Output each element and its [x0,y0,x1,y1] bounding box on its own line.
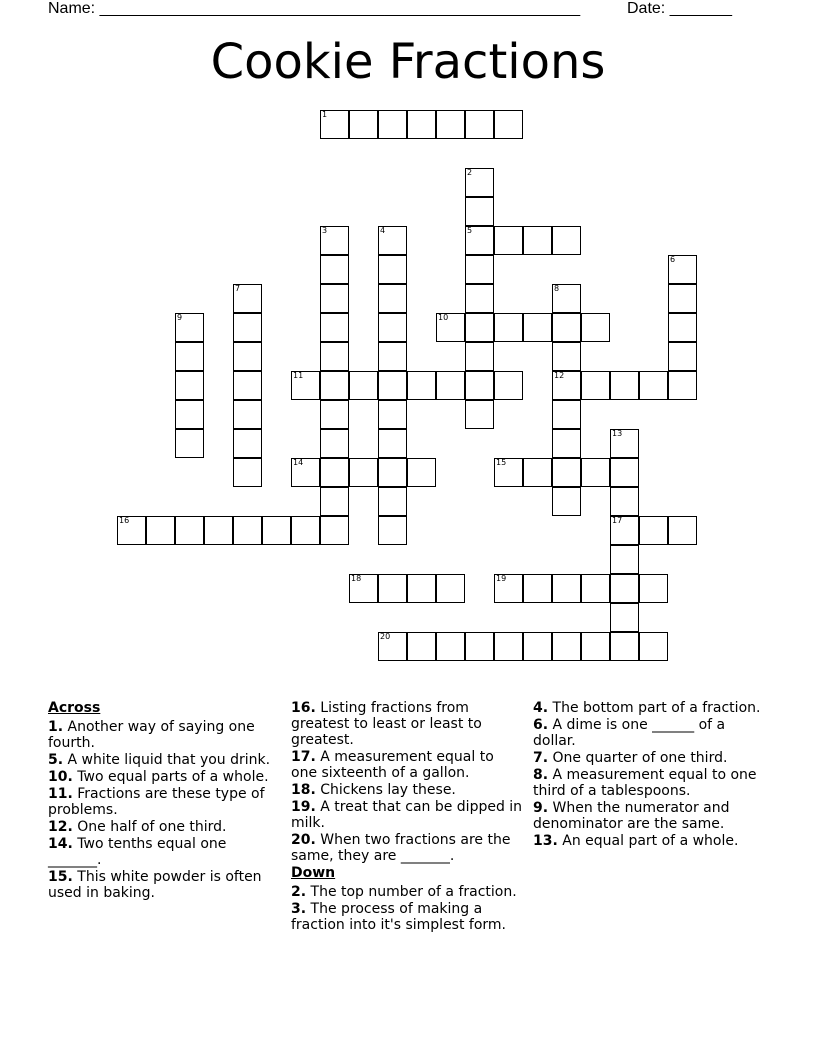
cell-number: 18 [351,574,362,583]
grid-cell[interactable] [407,574,436,603]
clue-down-7: 7. One quarter of one third. [533,750,728,766]
clue-down-3: 3. The process of making a fraction into it's simplest form. [291,901,507,933]
name-field[interactable]: Name: ______________________________________________________ [48,0,581,17]
grid-cell[interactable] [639,632,668,661]
grid-cell[interactable] [378,110,407,139]
grid-cell[interactable] [552,313,581,342]
grid-cell[interactable] [523,313,552,342]
grid-cell[interactable] [494,632,523,661]
clue-across-1: 1. Another way of saying one fourth. [48,719,255,751]
grid-cell[interactable] [233,284,262,313]
grid-cell[interactable] [320,487,349,516]
date-field[interactable]: Date: _______ [627,0,732,17]
grid-cell[interactable] [320,226,349,255]
grid-cell[interactable] [668,342,697,371]
grid-cell[interactable] [668,371,697,400]
cell-number: 6 [670,255,676,264]
grid-cell[interactable] [610,632,639,661]
grid-cell[interactable] [436,371,465,400]
grid-cell[interactable] [465,226,494,255]
grid-cell[interactable] [494,226,523,255]
grid-cell[interactable] [581,313,610,342]
grid-cell[interactable] [465,284,494,313]
grid-cell[interactable] [320,313,349,342]
grid-cell[interactable] [465,371,494,400]
clues-column-1 [48,700,278,902]
grid-cell[interactable] [378,371,407,400]
grid-cell[interactable] [494,371,523,400]
grid-cell[interactable] [320,516,349,545]
grid-cell[interactable] [552,371,581,400]
grid-cell[interactable] [581,632,610,661]
down-heading: Down [291,865,336,881]
clue-across-20: 20. When two fractions are the same, they are _______. [291,832,511,864]
grid-cell[interactable] [320,255,349,284]
grid-cell[interactable] [407,110,436,139]
grid-cell[interactable] [552,400,581,429]
grid-cell[interactable] [639,574,668,603]
grid-cell[interactable] [494,458,523,487]
grid-cell[interactable] [378,516,407,545]
grid-cell[interactable] [668,284,697,313]
grid-cell[interactable] [465,400,494,429]
grid-cell[interactable] [668,516,697,545]
cell-number: 12 [554,371,565,380]
grid-cell[interactable] [407,632,436,661]
grid-cell[interactable] [610,574,639,603]
cell-number: 14 [293,458,304,467]
grid-cell[interactable] [146,516,175,545]
grid-cell[interactable] [465,255,494,284]
grid-cell[interactable] [581,458,610,487]
grid-cell[interactable] [175,313,204,342]
grid-cell[interactable] [581,371,610,400]
grid-cell[interactable] [407,458,436,487]
grid-cell[interactable] [610,487,639,516]
cell-number: 16 [119,516,130,525]
grid-cell[interactable] [552,226,581,255]
cell-number: 10 [438,313,449,322]
grid-cell[interactable] [320,110,349,139]
grid-cell[interactable] [378,487,407,516]
clue-across-11: 11. Fractions are these type of problems. [48,786,265,818]
grid-cell[interactable] [523,226,552,255]
grid-cell[interactable] [204,516,233,545]
grid-cell[interactable] [610,516,639,545]
grid-cell[interactable] [610,603,639,632]
grid-cell[interactable] [465,632,494,661]
clue-across-5: 5. A white liquid that you drink. [48,752,271,768]
grid-cell[interactable] [465,197,494,226]
grid-cell[interactable] [175,429,204,458]
grid-cell[interactable] [436,574,465,603]
grid-cell[interactable] [349,458,378,487]
cell-number: 13 [612,429,623,438]
clue-across-19: 19. A treat that can be dipped in milk. [291,799,523,831]
clue-across-15: 15. This white powder is often used in baking. [48,869,262,901]
grid-cell[interactable] [175,371,204,400]
clue-down-9: 9. When the numerator and denominator are the same. [533,800,730,832]
grid-cell[interactable] [378,632,407,661]
clue-across-18: 18. Chickens lay these. [291,782,456,798]
grid-cell[interactable] [494,574,523,603]
grid-cell[interactable] [610,429,639,458]
grid-cell[interactable] [378,342,407,371]
grid-cell[interactable] [465,342,494,371]
grid-cell[interactable] [552,284,581,313]
grid-cell[interactable] [233,429,262,458]
cell-number: 5 [467,226,473,235]
grid-cell[interactable] [581,574,610,603]
cell-number: 17 [612,516,623,525]
grid-cell[interactable] [233,371,262,400]
grid-cell[interactable] [378,574,407,603]
clue-down-6: 6. A dime is one ______ of a dollar. [533,717,726,749]
grid-cell[interactable] [436,110,465,139]
grid-cell[interactable] [407,371,436,400]
grid-cell[interactable] [465,110,494,139]
grid-cell[interactable] [552,632,581,661]
clue-down-13: 13. An equal part of a whole. [533,833,739,849]
grid-cell[interactable] [378,284,407,313]
cell-number: 2 [467,168,473,177]
grid-cell[interactable] [610,545,639,574]
grid-cell[interactable] [552,458,581,487]
grid-cell[interactable] [233,516,262,545]
clue-across-10: 10. Two equal parts of a whole. [48,769,269,785]
cell-number: 9 [177,313,183,322]
cell-number: 7 [235,284,241,293]
grid-cell[interactable] [291,516,320,545]
page-title: Cookie Fractions [210,34,606,90]
grid-cell[interactable] [349,371,378,400]
across-heading: Across [48,700,101,716]
grid-cell[interactable] [320,371,349,400]
grid-cell[interactable] [523,632,552,661]
grid-cell[interactable] [552,487,581,516]
grid-cell[interactable] [436,313,465,342]
cell-number: 11 [293,371,304,380]
grid-cell[interactable] [378,313,407,342]
grid-cell[interactable] [465,168,494,197]
grid-cell[interactable] [349,110,378,139]
grid-cell[interactable] [436,632,465,661]
cell-number: 8 [554,284,560,293]
cell-number: 3 [322,226,328,235]
grid-cell[interactable] [378,255,407,284]
grid-cell[interactable] [552,429,581,458]
grid-cell[interactable] [523,574,552,603]
grid-cell[interactable] [233,313,262,342]
cell-number: 1 [322,110,328,119]
clue-across-17: 17. A measurement equal to one sixteenth of a gallon. [291,749,494,781]
cell-number: 4 [380,226,386,235]
clue-across-16: 16. Listing fractions from greatest to least or least to greatest. [291,700,482,748]
grid-cell[interactable] [291,458,320,487]
grid-cell[interactable] [639,371,668,400]
cell-number: 20 [380,632,391,641]
grid-cell[interactable] [233,400,262,429]
grid-cell[interactable] [320,429,349,458]
grid-cell[interactable] [291,371,320,400]
cell-number: 15 [496,458,507,467]
grid-cell[interactable] [175,516,204,545]
clue-down-2: 2. The top number of a fraction. [291,884,517,900]
grid-cell[interactable] [494,110,523,139]
clues-column-2 [291,700,523,934]
grid-cell[interactable] [233,342,262,371]
grid-cell[interactable] [552,574,581,603]
cell-number: 19 [496,574,507,583]
grid-cell[interactable] [552,342,581,371]
grid-cell[interactable] [378,458,407,487]
grid-cell[interactable] [378,400,407,429]
grid-cell[interactable] [233,458,262,487]
grid-cell[interactable] [262,516,291,545]
grid-cell[interactable] [668,255,697,284]
grid-cell[interactable] [465,313,494,342]
grid-cell[interactable] [320,342,349,371]
grid-cell[interactable] [175,342,204,371]
grid-cell[interactable] [320,284,349,313]
grid-cell[interactable] [494,313,523,342]
grid-cell[interactable] [349,574,378,603]
grid-cell[interactable] [117,516,146,545]
grid-cell[interactable] [610,458,639,487]
grid-cell[interactable] [378,226,407,255]
clue-across-14: 14. Two tenths equal one _______. [48,836,227,868]
clue-down-8: 8. A measurement equal to one third of a tablespoons. [533,767,757,799]
grid-cell[interactable] [320,400,349,429]
grid-cell[interactable] [320,458,349,487]
grid-cell[interactable] [523,458,552,487]
grid-cell[interactable] [639,516,668,545]
clues-column-3 [533,700,763,850]
grid-cell[interactable] [610,371,639,400]
grid-cell[interactable] [175,400,204,429]
clue-across-12: 12. One half of one third. [48,819,227,835]
grid-cell[interactable] [668,313,697,342]
clue-down-4: 4. The bottom part of a fraction. [533,700,761,716]
grid-cell[interactable] [378,429,407,458]
